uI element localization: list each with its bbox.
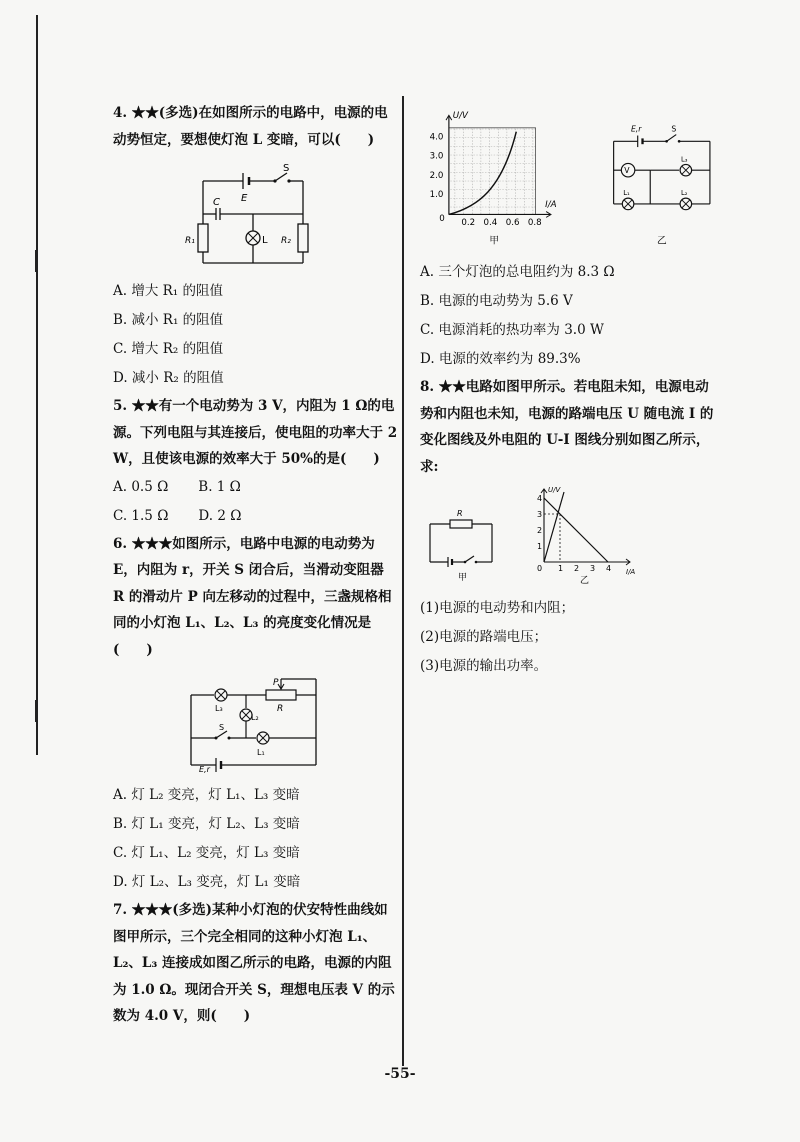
q5-stem: 5. ★★有一个电动势为 3 V，内阻为 1 Ω的电源。下列电阻与其连接后，使电阻的功率大于 2 W，且使该电源的效率大于 50%的是( ) (113, 398, 398, 467)
q4-label-l: L (262, 235, 268, 246)
q8-stem: 8. ★★电路如图甲所示。若电阻未知，电源电动势和内阻也未知，电源的路端电压 U 随电流 I 的变化图线及外电阻的 U-I 图线分别如图乙所示，求: (420, 379, 714, 475)
q6-option-d: D. 灯 L₂、L₃ 变亮，灯 L₁ 变暗 (113, 874, 301, 890)
q4-circuit-figure (183, 159, 323, 269)
q6-circuit-figure (181, 675, 331, 775)
q4-option-c: C. 增大 R₂ 的阻值 (113, 341, 224, 357)
q8-fig-b-xtick: 3 (590, 564, 596, 573)
q8-fig-b-ytick: 1 (537, 542, 543, 551)
q4-options (113, 277, 398, 393)
q7-fig-a-xtick: 0.2 (461, 218, 476, 229)
q7-fig-b-l1: L₁ (623, 189, 631, 198)
q5-options-row-1 (113, 473, 398, 502)
q5-option-c: C. 1.5 Ω (113, 507, 169, 524)
q4-option-a: A. 增大 R₁ 的阻值 (113, 283, 223, 299)
q7-fig-a-xtick: 0.4 (483, 218, 498, 229)
q6-options (113, 781, 398, 897)
q6-option-c: C. 灯 L₁、L₂ 变亮，灯 L₃ 变暗 (113, 845, 300, 861)
q6-label-p: P (273, 678, 279, 688)
q7-option-a: A. 三个灯泡的总电阻约为 8.3 Ω (420, 264, 615, 280)
q8-figures (420, 484, 720, 584)
q7-fig-b-er: E,r (631, 124, 642, 134)
q8-fig-a-r: R (457, 509, 463, 518)
q8-fig-b-ylabel: U/V (548, 486, 561, 494)
q8-ui-graph-figure (530, 484, 640, 584)
binding-mark (35, 700, 38, 722)
q8-fig-b-xtick: 1 (558, 564, 564, 573)
q7-fig-a-origin: 0 (439, 214, 445, 225)
q4-label-c: C (213, 197, 220, 208)
q6-stem: 6. ★★★如图所示，电路中电源的电动势为 E，内阻为 r，开关 S 闭合后，当滑动变阻器 R 的滑动片 P 向左移动的过程中，三盏规格相同的小灯泡 L₁、L₂、L₃ 的亮度变化情况是( ) (113, 535, 392, 658)
q8-subquestion-2: (2)电源的路端电压； (420, 629, 548, 645)
binding-mark (35, 250, 38, 272)
q7-stem: 7. ★★★(多选)某种小灯泡的伏安特性曲线如图甲所示，三个完全相同的这种小灯泡 L₁、L₂、L₃ 连接成如图乙所示的电路，电源的内阻为 1.0 Ω。现闭合开关 S，理想电压表 V 的示数为 4.0 V，则( ) (113, 902, 395, 1024)
q7-fig-b-l2: L₂ (681, 189, 688, 198)
q7-figures (420, 100, 720, 250)
q8-fig-b-ytick: 2 (537, 526, 543, 535)
q7-fig-b-l3: L₃ (681, 155, 688, 164)
q7-fig-a-ytick: 2.0 (429, 170, 444, 181)
q8-fig-b-ytick: 3 (537, 510, 543, 519)
q6-label-l3: L₃ (215, 704, 223, 713)
q4-label-s: S (283, 163, 290, 174)
column-divider (402, 96, 404, 1066)
binding-margin-line (36, 15, 38, 755)
page-number: -55- (384, 1066, 416, 1082)
q7-fig-a-ytick: 1.0 (429, 190, 444, 201)
q8-fig-b-ytick: 4 (537, 494, 543, 503)
q4-label-e: E (241, 193, 248, 204)
q7-fig-a-caption: 甲 (489, 235, 499, 247)
q6-option-b: B. 灯 L₁ 变亮，灯 L₂、L₃ 变暗 (113, 816, 300, 832)
q8-fig-a-caption: 甲 (458, 573, 468, 583)
right-column (420, 100, 720, 681)
q6-label-r: R (277, 704, 284, 714)
q4-option-d: D. 减小 R₂ 的阻值 (113, 370, 224, 386)
q6-label-s: S (219, 723, 225, 732)
q8-fig-b-xtick: 4 (606, 564, 612, 573)
q6-label-l2: L₂ (251, 713, 259, 722)
q8-subquestion-3: (3)电源的输出功率。 (420, 658, 548, 674)
q7-fig-b-v: V (624, 166, 630, 176)
q5-option-d: D. 2 Ω (198, 507, 242, 524)
q4-label-r2: R₂ (281, 236, 291, 246)
q7-options (420, 258, 720, 374)
q7-fig-a-ytick: 3.0 (429, 151, 444, 162)
q8-subquestion-1: (1)电源的电动势和内阻； (420, 600, 575, 616)
left-column (113, 100, 398, 1030)
q5-options-row-2 (113, 502, 398, 531)
q7-option-b: B. 电源的电动势为 5.6 V (420, 293, 573, 309)
q7-option-c: C. 电源消耗的热功率为 3.0 W (420, 322, 604, 338)
q8-fig-b-caption: 乙 (580, 576, 590, 584)
q5-option-a: A. 0.5 Ω (113, 478, 169, 495)
q7-fig-a-xtick: 0.6 (505, 218, 520, 229)
q7-fig-a-ylabel: U/V (452, 111, 468, 122)
q8-circuit-figure (420, 504, 500, 584)
q8-subquestions (420, 594, 720, 681)
q8-fig-b-origin: 0 (537, 564, 543, 573)
q7-fig-b-s: S (671, 124, 677, 134)
q6-label-er: E,r (199, 765, 210, 774)
q6-label-l1: L₁ (257, 748, 265, 757)
q7-fig-a-ytick: 4.0 (429, 132, 444, 143)
q7-fig-a-xlabel: I/A (545, 199, 557, 210)
q7-circuit-figure (604, 100, 720, 250)
q8-fig-b-xlabel: I/A (626, 568, 636, 576)
q4-label-r1: R₁ (185, 236, 195, 246)
q7-fig-a-xtick: 0.8 (527, 218, 542, 229)
q7-option-d: D. 电源的效率约为 89.3% (420, 351, 581, 367)
q4-stem: 4. ★★(多选)在如图所示的电路中，电源的电动势恒定，要想使灯泡 L 变暗，可以( ) (113, 105, 388, 148)
q4-option-b: B. 减小 R₁ 的阻值 (113, 312, 224, 328)
q7-iv-curve-figure (420, 100, 564, 250)
q7-fig-b-caption: 乙 (657, 235, 668, 247)
q6-option-a: A. 灯 L₂ 变亮，灯 L₁、L₃ 变暗 (113, 787, 300, 803)
q8-fig-b-xtick: 2 (574, 564, 580, 573)
q5-option-b: B. 1 Ω (198, 478, 241, 495)
